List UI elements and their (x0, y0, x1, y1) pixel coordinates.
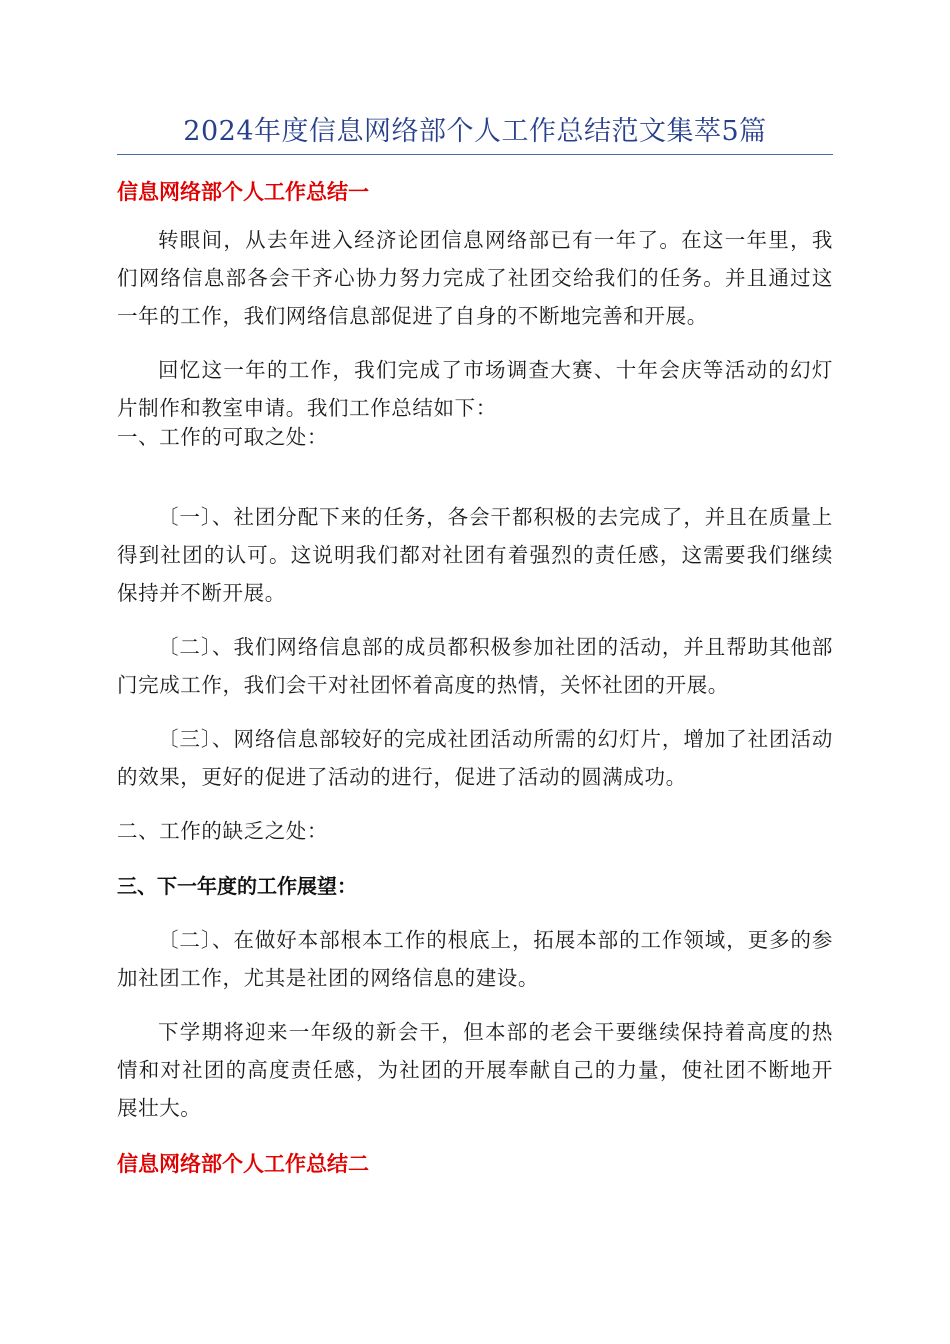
paragraph-item-1: 〔一〕、社团分配下来的任务，各会干都积极的去完成了，并且在质量上得到社团的认可。这说明我们都对社团有着强烈的责任感，这需要我们继续保持并不断开展。 (117, 505, 833, 605)
paragraph-next-term: 下学期将迎来一年级的新会干，但本部的老会干要继续保持着高度的热情和对社团的高度责任感，为社团的开展奉献自己的力量，使社团不断地开展壮大。 (117, 1020, 833, 1120)
section-heading-2: 信息网络部个人工作总结二 (117, 1152, 369, 1176)
section-heading-1: 信息网络部个人工作总结一 (117, 180, 369, 204)
list-heading-outlook: 三、下一年度的工作展望： (117, 874, 357, 898)
list-heading-weaknesses: 二、工作的缺乏之处： (117, 819, 328, 843)
list-heading-strengths: 一、工作的可取之处： (117, 425, 328, 449)
paragraph-outlook-item: 〔二〕、在做好本部根本工作的根底上，拓展本部的工作领域，更多的参加社团工作，尤其是社团的网络信息的建设。 (117, 928, 833, 990)
document-title: 2024年度信息网络部个人工作总结范文集萃5篇 (183, 116, 767, 147)
title-underline (117, 154, 833, 155)
paragraph-intro: 转眼间，从去年进入经济论团信息网络部已有一年了。在这一年里，我们网络信息部各会干齐心协力努力完成了社团交给我们的任务。并且通过这一年的工作，我们网络信息部促进了自身的不断地完善和开展。 (117, 228, 833, 328)
paragraph-review: 回忆这一年的工作，我们完成了市场调查大赛、十年会庆等活动的幻灯片制作和教室申请。我们工作总结如下： (117, 358, 833, 420)
paragraph-item-2: 〔二〕、我们网络信息部的成员都积极参加社团的活动，并且帮助其他部门完成工作，我们会干对社团怀着高度的热情，关怀社团的开展。 (117, 635, 833, 697)
paragraph-item-3: 〔三〕、网络信息部较好的完成社团活动所需的幻灯片，增加了社团活动的效果，更好的促进了活动的进行，促进了活动的圆满成功。 (117, 727, 833, 789)
